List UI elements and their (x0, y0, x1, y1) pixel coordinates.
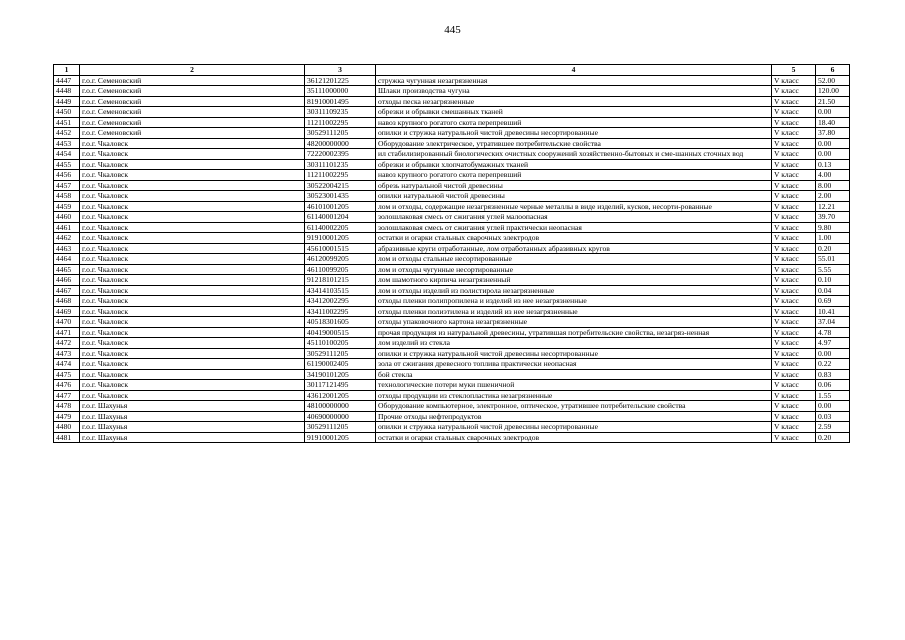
table-row (54, 390, 850, 401)
amount-cell: 2.00 (816, 191, 850, 202)
waste-description-cell: опилки натуральной чистой древесины (376, 191, 772, 202)
row-number-cell: 4480 (54, 422, 80, 433)
hazard-class-cell: V класс (772, 201, 816, 212)
amount-cell: 0.00 (816, 348, 850, 359)
waste-description-cell: отходы продукции из стеклопластика незагрязненные (376, 390, 772, 401)
waste-description-cell: бой стекла (376, 369, 772, 380)
municipality-cell: г.о.г. Чкаловск (80, 369, 305, 380)
waste-code-cell: 91910001205 (305, 233, 376, 244)
municipality-cell: г.о.г. Чкаловск (80, 180, 305, 191)
waste-description-cell: лом шамотного кирпича незагрязненный (376, 275, 772, 286)
waste-description-cell: навоз крупного рогатого скота перепревший (376, 170, 772, 181)
waste-code-cell: 43414103515 (305, 285, 376, 296)
table-row (54, 275, 850, 286)
amount-cell: 52.00 (816, 75, 850, 86)
municipality-cell: г.о.г. Чкаловск (80, 159, 305, 170)
waste-code-cell: 30311109235 (305, 107, 376, 118)
waste-code-cell: 30311101235 (305, 159, 376, 170)
amount-cell: 37.04 (816, 317, 850, 328)
hazard-class-cell: V класс (772, 317, 816, 328)
amount-cell: 39.70 (816, 212, 850, 223)
hazard-class-cell: V класс (772, 390, 816, 401)
table-row (54, 380, 850, 391)
row-number-cell: 4458 (54, 191, 80, 202)
row-number-cell: 4463 (54, 243, 80, 254)
waste-code-cell: 11211002295 (305, 117, 376, 128)
row-number-cell: 4472 (54, 338, 80, 349)
hazard-class-cell: V класс (772, 380, 816, 391)
waste-description-cell: обрезки и обрывки смешанных тканей (376, 107, 772, 118)
amount-cell: 21.50 (816, 96, 850, 107)
hazard-class-cell: V класс (772, 96, 816, 107)
hazard-class-cell: V класс (772, 149, 816, 160)
waste-code-cell: 61140002205 (305, 222, 376, 233)
column-header-1: 1 (54, 65, 80, 76)
waste-code-cell: 30117121495 (305, 380, 376, 391)
table-row (54, 359, 850, 370)
waste-description-cell: Оборудование компьютерное, электронное, оптическое, утратившее потребительские свойства (376, 401, 772, 412)
waste-code-cell: 30529111205 (305, 128, 376, 139)
page-number: 445 (444, 24, 461, 36)
row-number-cell: 4462 (54, 233, 80, 244)
amount-cell: 0.83 (816, 369, 850, 380)
waste-description-cell: остатки и огарки стальных сварочных электродов (376, 432, 772, 443)
hazard-class-cell: V класс (772, 327, 816, 338)
waste-code-cell: 81910001495 (305, 96, 376, 107)
table-row (54, 233, 850, 244)
table-row (54, 243, 850, 254)
column-header-4: 4 (376, 65, 772, 76)
waste-description-cell: остатки и огарки стальных сварочных электродов (376, 233, 772, 244)
table-row (54, 348, 850, 359)
municipality-cell: г.о.г. Чкаловск (80, 296, 305, 307)
waste-code-cell: 46101001205 (305, 201, 376, 212)
table-header-row (54, 65, 850, 76)
table-row (54, 201, 850, 212)
row-number-cell: 4454 (54, 149, 80, 160)
table-row (54, 138, 850, 149)
row-number-cell: 4461 (54, 222, 80, 233)
table-row (54, 264, 850, 275)
hazard-class-cell: V класс (772, 212, 816, 223)
hazard-class-cell: V класс (772, 170, 816, 181)
table-row (54, 306, 850, 317)
row-number-cell: 4451 (54, 117, 80, 128)
hazard-class-cell: V класс (772, 117, 816, 128)
waste-description-cell: лом изделий из стекла (376, 338, 772, 349)
waste-code-cell: 61190002405 (305, 359, 376, 370)
hazard-class-cell: V класс (772, 128, 816, 139)
hazard-class-cell: V класс (772, 138, 816, 149)
table-row (54, 422, 850, 433)
waste-description-cell: прочая продукция из натуральной древесины, утратившая потребительские свойства, незагряз-ненная (376, 327, 772, 338)
municipality-cell: г.о.г. Шахунья (80, 432, 305, 443)
municipality-cell: г.о.г. Чкаловск (80, 380, 305, 391)
amount-cell: 9.80 (816, 222, 850, 233)
table-row (54, 296, 850, 307)
table-body (54, 75, 850, 443)
waste-description-cell: зола от сжигания древесного топлива практически неопасная (376, 359, 772, 370)
municipality-cell: г.о.г. Чкаловск (80, 264, 305, 275)
municipality-cell: г.о.г. Семеновский (80, 107, 305, 118)
municipality-cell: г.о.г. Чкаловск (80, 317, 305, 328)
table-row (54, 191, 850, 202)
table-row (54, 369, 850, 380)
table-row (54, 107, 850, 118)
row-number-cell: 4478 (54, 401, 80, 412)
hazard-class-cell: V класс (772, 264, 816, 275)
hazard-class-cell: V класс (772, 285, 816, 296)
waste-description-cell: обрезь натуральной чистой древесины (376, 180, 772, 191)
waste-description-cell: отходы пленки полиэтилена и изделий из нее незагрязненные (376, 306, 772, 317)
municipality-cell: г.о.г. Семеновский (80, 96, 305, 107)
municipality-cell: г.о.г. Шахунья (80, 422, 305, 433)
table-row (54, 75, 850, 86)
amount-cell: 0.00 (816, 138, 850, 149)
waste-description-cell: золошлаковая смесь от сжигания углей практически неопасная (376, 222, 772, 233)
amount-cell: 4.97 (816, 338, 850, 349)
waste-code-cell: 46110099205 (305, 264, 376, 275)
municipality-cell: г.о.г. Чкаловск (80, 243, 305, 254)
table-row (54, 254, 850, 265)
table-row (54, 117, 850, 128)
hazard-class-cell: V класс (772, 296, 816, 307)
column-header-5: 5 (772, 65, 816, 76)
row-number-cell: 4477 (54, 390, 80, 401)
row-number-cell: 4475 (54, 369, 80, 380)
waste-code-cell: 40690000000 (305, 411, 376, 422)
waste-code-cell: 30523001435 (305, 191, 376, 202)
table-row (54, 159, 850, 170)
waste-code-cell: 91218101215 (305, 275, 376, 286)
waste-code-cell: 43612001205 (305, 390, 376, 401)
table-row (54, 86, 850, 97)
amount-cell: 0.00 (816, 149, 850, 160)
municipality-cell: г.о.г. Чкаловск (80, 138, 305, 149)
waste-code-cell: 40419000515 (305, 327, 376, 338)
waste-code-cell: 43411002295 (305, 306, 376, 317)
waste-description-cell: отходы пленки полипропилена и изделий из нее незагрязненные (376, 296, 772, 307)
table-row (54, 170, 850, 181)
waste-code-cell: 30529111205 (305, 422, 376, 433)
waste-description-cell: опилки и стружка натуральной чистой древесины несортированные (376, 422, 772, 433)
row-number-cell: 4456 (54, 170, 80, 181)
amount-cell: 0.20 (816, 243, 850, 254)
hazard-class-cell: V класс (772, 243, 816, 254)
amount-cell: 0.04 (816, 285, 850, 296)
table-row (54, 338, 850, 349)
amount-cell: 12.21 (816, 201, 850, 212)
row-number-cell: 4464 (54, 254, 80, 265)
waste-code-cell: 30522004215 (305, 180, 376, 191)
row-number-cell: 4476 (54, 380, 80, 391)
amount-cell: 0.00 (816, 107, 850, 118)
row-number-cell: 4468 (54, 296, 80, 307)
row-number-cell: 4455 (54, 159, 80, 170)
municipality-cell: г.о.г. Чкаловск (80, 275, 305, 286)
table-row (54, 180, 850, 191)
hazard-class-cell: V класс (772, 75, 816, 86)
row-number-cell: 4470 (54, 317, 80, 328)
waste-code-cell: 45110100205 (305, 338, 376, 349)
hazard-class-cell: V класс (772, 401, 816, 412)
waste-description-cell: лом и отходы изделий из полистирола незагрязненные (376, 285, 772, 296)
row-number-cell: 4453 (54, 138, 80, 149)
hazard-class-cell: V класс (772, 422, 816, 433)
municipality-cell: г.о.г. Семеновский (80, 128, 305, 139)
municipality-cell: г.о.г. Чкаловск (80, 306, 305, 317)
amount-cell: 5.55 (816, 264, 850, 275)
amount-cell: 120.00 (816, 86, 850, 97)
row-number-cell: 4449 (54, 96, 80, 107)
row-number-cell: 4466 (54, 275, 80, 286)
hazard-class-cell: V класс (772, 432, 816, 443)
hazard-class-cell: V класс (772, 180, 816, 191)
row-number-cell: 4471 (54, 327, 80, 338)
table-row (54, 327, 850, 338)
table-row (54, 317, 850, 328)
amount-cell: 1.00 (816, 233, 850, 244)
amount-cell: 4.00 (816, 170, 850, 181)
hazard-class-cell: V класс (772, 359, 816, 370)
table-row (54, 149, 850, 160)
hazard-class-cell: V класс (772, 369, 816, 380)
waste-description-cell: Оборудование электрическое, утратившее потребительские свойства (376, 138, 772, 149)
hazard-class-cell: V класс (772, 254, 816, 265)
row-number-cell: 4450 (54, 107, 80, 118)
hazard-class-cell: V класс (772, 159, 816, 170)
amount-cell: 1.55 (816, 390, 850, 401)
municipality-cell: г.о.г. Чкаловск (80, 327, 305, 338)
table-row (54, 432, 850, 443)
row-number-cell: 4447 (54, 75, 80, 86)
hazard-class-cell: V класс (772, 107, 816, 118)
amount-cell: 0.10 (816, 275, 850, 286)
table-row (54, 411, 850, 422)
hazard-class-cell: V класс (772, 338, 816, 349)
amount-cell: 0.13 (816, 159, 850, 170)
waste-description-cell: отходы песка незагрязненные (376, 96, 772, 107)
waste-code-cell: 46120099205 (305, 254, 376, 265)
waste-description-cell: Прочие отходы нефтепродуктов (376, 411, 772, 422)
waste-code-cell: 34190101205 (305, 369, 376, 380)
waste-description-cell: абразивные круги отработанные, лом отработанных абразивных кругов (376, 243, 772, 254)
municipality-cell: г.о.г. Чкаловск (80, 285, 305, 296)
waste-description-cell: стружка чугунная незагрязненная (376, 75, 772, 86)
municipality-cell: г.о.г. Чкаловск (80, 338, 305, 349)
row-number-cell: 4448 (54, 86, 80, 97)
waste-code-cell: 35111000000 (305, 86, 376, 97)
amount-cell: 4.78 (816, 327, 850, 338)
waste-code-cell: 11211002295 (305, 170, 376, 181)
waste-code-cell: 61140001204 (305, 212, 376, 223)
waste-code-cell: 72220002395 (305, 149, 376, 160)
hazard-class-cell: V класс (772, 306, 816, 317)
waste-code-cell: 48200000000 (305, 138, 376, 149)
waste-description-cell: опилки и стружка натуральной чистой древесины несортированные (376, 348, 772, 359)
waste-description-cell: опилки и стружка натуральной чистой древесины несортированные (376, 128, 772, 139)
row-number-cell: 4474 (54, 359, 80, 370)
municipality-cell: г.о.г. Чкаловск (80, 348, 305, 359)
municipality-cell: г.о.г. Чкаловск (80, 390, 305, 401)
row-number-cell: 4457 (54, 180, 80, 191)
waste-code-cell: 91910001205 (305, 432, 376, 443)
municipality-cell: г.о.г. Чкаловск (80, 254, 305, 265)
hazard-class-cell: V класс (772, 275, 816, 286)
amount-cell: 55.01 (816, 254, 850, 265)
waste-code-cell: 36121201225 (305, 75, 376, 86)
amount-cell: 0.03 (816, 411, 850, 422)
waste-description-cell: отходы упаковочного картона незагрязненные (376, 317, 772, 328)
municipality-cell: г.о.г. Семеновский (80, 75, 305, 86)
municipality-cell: г.о.г. Чкаловск (80, 233, 305, 244)
hazard-class-cell: V класс (772, 86, 816, 97)
municipality-cell: г.о.г. Шахунья (80, 411, 305, 422)
waste-description-cell: ил стабилизированный биологических очистных сооружений хозяйственно-бытовых и сме-шанных сточных вод (376, 149, 772, 160)
amount-cell: 8.00 (816, 180, 850, 191)
waste-code-cell: 43412002295 (305, 296, 376, 307)
hazard-class-cell: V класс (772, 348, 816, 359)
amount-cell: 10.41 (816, 306, 850, 317)
row-number-cell: 4469 (54, 306, 80, 317)
amount-cell: 0.20 (816, 432, 850, 443)
amount-cell: 0.00 (816, 401, 850, 412)
row-number-cell: 4465 (54, 264, 80, 275)
row-number-cell: 4452 (54, 128, 80, 139)
municipality-cell: г.о.г. Чкаловск (80, 170, 305, 181)
waste-description-cell: лом и отходы стальные несортированные (376, 254, 772, 265)
table-row (54, 222, 850, 233)
amount-cell: 37.80 (816, 128, 850, 139)
amount-cell: 0.06 (816, 380, 850, 391)
row-number-cell: 4481 (54, 432, 80, 443)
column-header-3: 3 (305, 65, 376, 76)
waste-code-cell: 48100000000 (305, 401, 376, 412)
waste-description-cell: технологические потери муки пшеничной (376, 380, 772, 391)
municipality-cell: г.о.г. Чкаловск (80, 201, 305, 212)
table-row (54, 96, 850, 107)
hazard-class-cell: V класс (772, 222, 816, 233)
municipality-cell: г.о.г. Чкаловск (80, 212, 305, 223)
waste-description-cell: обрезки и обрывки хлопчатобумажных тканей (376, 159, 772, 170)
hazard-class-cell: V класс (772, 411, 816, 422)
row-number-cell: 4459 (54, 201, 80, 212)
table-row (54, 212, 850, 223)
table-row (54, 401, 850, 412)
table-row (54, 128, 850, 139)
amount-cell: 0.22 (816, 359, 850, 370)
row-number-cell: 4467 (54, 285, 80, 296)
table-row (54, 285, 850, 296)
waste-table (53, 64, 850, 443)
waste-code-cell: 45610001515 (305, 243, 376, 254)
waste-code-cell: 30529111205 (305, 348, 376, 359)
waste-description-cell: навоз крупного рогатого скота перепревший (376, 117, 772, 128)
column-header-2: 2 (80, 65, 305, 76)
municipality-cell: г.о.г. Семеновский (80, 117, 305, 128)
row-number-cell: 4473 (54, 348, 80, 359)
waste-description-cell: лом и отходы чугунные несортированные (376, 264, 772, 275)
municipality-cell: г.о.г. Чкаловск (80, 149, 305, 160)
municipality-cell: г.о.г. Шахунья (80, 401, 305, 412)
waste-description-cell: лом и отходы, содержащие незагрязненные черные металлы в виде изделий, кусков, несорти-рованные (376, 201, 772, 212)
municipality-cell: г.о.г. Чкаловск (80, 222, 305, 233)
amount-cell: 2.59 (816, 422, 850, 433)
amount-cell: 0.69 (816, 296, 850, 307)
column-header-6: 6 (816, 65, 850, 76)
waste-description-cell: золошлаковая смесь от сжигания углей малоопасная (376, 212, 772, 223)
waste-code-cell: 40518301605 (305, 317, 376, 328)
municipality-cell: г.о.г. Чкаловск (80, 191, 305, 202)
amount-cell: 18.40 (816, 117, 850, 128)
row-number-cell: 4460 (54, 212, 80, 223)
hazard-class-cell: V класс (772, 233, 816, 244)
municipality-cell: г.о.г. Чкаловск (80, 359, 305, 370)
municipality-cell: г.о.г. Семеновский (80, 86, 305, 97)
hazard-class-cell: V класс (772, 191, 816, 202)
waste-description-cell: Шлаки производства чугуна (376, 86, 772, 97)
row-number-cell: 4479 (54, 411, 80, 422)
